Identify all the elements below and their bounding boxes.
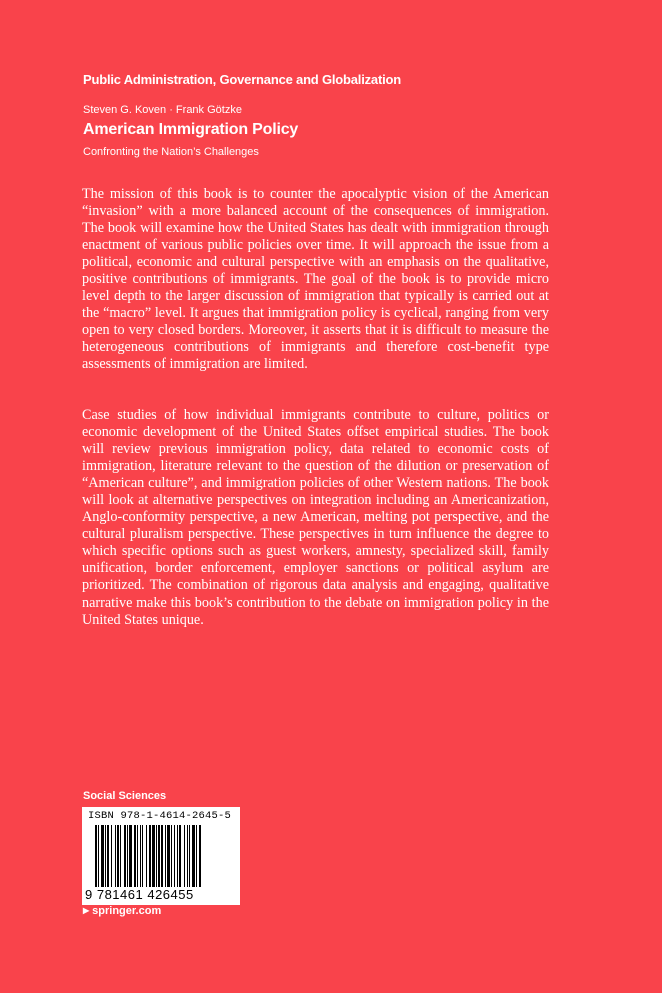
book-authors: Steven G. Koven · Frank Götzke <box>83 104 242 116</box>
website-link[interactable] <box>83 905 161 917</box>
blurb-paragraph-2: Case studies of how individual immigrants contribute to culture, politics or economic development of the United States offset empirical studies. The book will review previous immigration policy, data related to economic costs of immigration, literature relevant to the question of the dilution or preservation of “American culture”, and immigration policies of other Western nations. The book will look at alternative perspectives on integration including an Americanization, Anglo-conformity perspective, a new American, melting pot perspective, and the cultural pluralism perspective. These perspectives in turn influence the degree to which specific options such as guest workers, amnesty, specialized skill, family unification, border enforcement, employer sanctions or political asylum are prioritized. The combination of rigorous data analysis and engaging, qualitative narrative make this book’s contribution to the debate on immigration policy in the United States unique. <box>82 407 549 628</box>
barcode-bars <box>95 825 227 887</box>
isbn-label: ISBN 978-1-4614-2645-5 <box>88 810 232 822</box>
subject-category: Social Sciences <box>83 790 167 802</box>
book-title: American Immigration Policy <box>83 121 299 138</box>
arrow-right-icon: ▶ <box>83 906 90 915</box>
blurb-paragraph-1: The mission of this book is to counter the apocalyptic vision of the American “invasion” with a more balanced account of the consequences of immigration. The book will examine how the United States has dealt with immigration through enactment of various public policies over time. It will approach the issue from a political, economic and cultural perspective with an emphasis on the qualitative, positive contributions of immigrants. The goal of the book is to provide micro level depth to the larger discussion of immigration that typically is carried out at the “macro” level. It argues that immigration policy is cyclical, ranging from very open to very closed borders. Moreover, it asserts that it is difficult to measure the heterogeneous contributions of immigrants and therefore cost-benefit type assessments of immigration are limited. <box>82 186 549 373</box>
isbn-barcode <box>82 807 240 905</box>
ean-number: 9 781461 426455 <box>85 887 194 902</box>
website-label: springer.com <box>92 905 162 917</box>
series-name: Public Administration, Governance and Globalization <box>83 72 401 87</box>
book-subtitle: Confronting the Nation’s Challenges <box>83 146 259 158</box>
